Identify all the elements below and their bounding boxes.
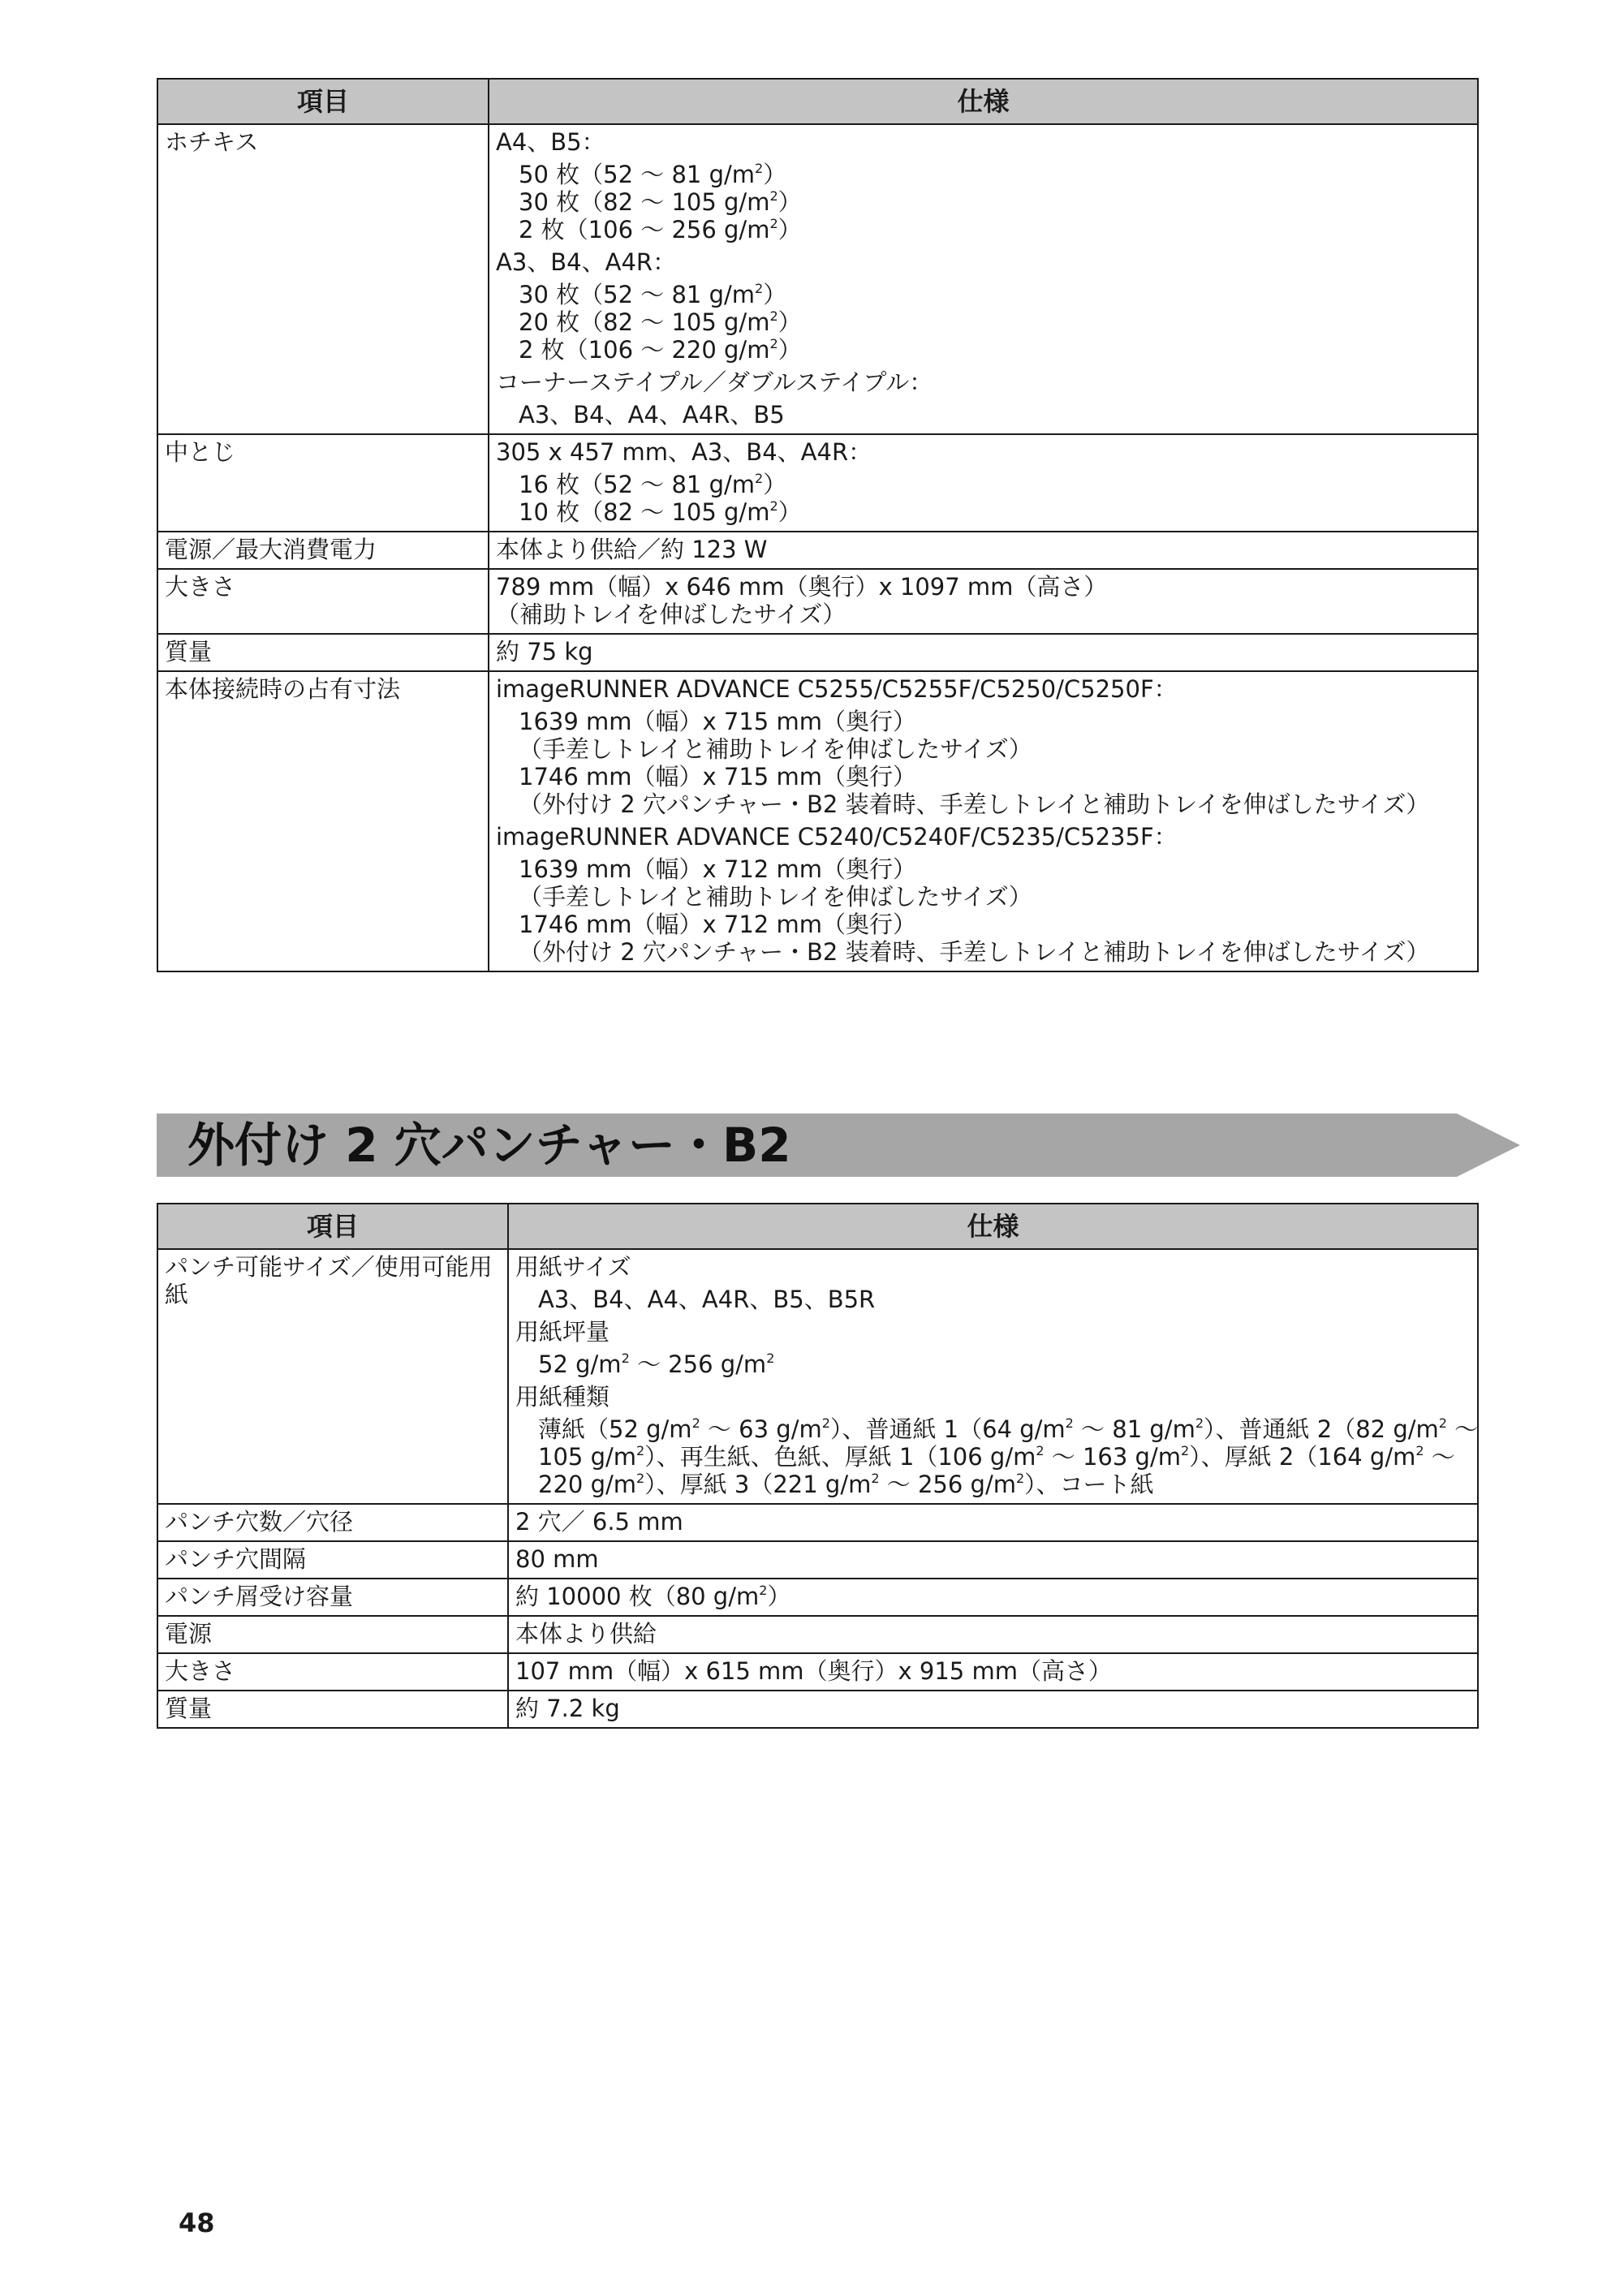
spec-line: 20 枚（82 〜 105 $g/m^2$） <box>519 308 802 336</box>
row-label: パンチ穴間隔 <box>157 1541 508 1579</box>
table-row <box>157 1504 1478 1541</box>
row-value: 本体より供給／約 123 W <box>489 532 1478 569</box>
row-value: 80 mm <box>508 1541 1478 1579</box>
spec-group <box>496 248 1471 364</box>
row-label: 大きさ <box>157 1653 508 1691</box>
spec-group <box>496 368 1471 429</box>
group-label: コーナーステイプル／ダブルステイプル： <box>496 368 933 396</box>
table-header-row <box>157 1204 1478 1249</box>
row-label: 本体接続時の占有寸法 <box>157 671 489 971</box>
spec-line: （補助トレイを伸ばしたサイズ） <box>496 601 846 628</box>
table-row <box>157 1616 1478 1653</box>
spec-line: 1639 mm（幅）x 712 mm（奥行） <box>519 855 916 883</box>
table-row <box>157 1653 1478 1691</box>
table-row <box>157 1249 1478 1504</box>
spec-line: 10 枚（82 〜 105 $g/m^2$） <box>519 498 802 526</box>
group-label: imageRUNNER ADVANCE C5240/C5240F/C5235/C5235F： <box>496 823 1178 851</box>
table-row <box>157 1579 1478 1616</box>
row-value <box>489 434 1478 532</box>
spec-table-puncher <box>157 1203 1479 1729</box>
row-value: 約 10000 枚（80 $g/m^2$） <box>508 1579 1478 1616</box>
group-label: 305 x 457 mm、A3、B4、A4R： <box>496 438 872 466</box>
row-value: 107 mm（幅）x 615 mm（奥行）x 915 mm（高さ） <box>508 1653 1478 1691</box>
spec-line: 220 $g/m^2$）、厚紙 3（221 $g/m^2$ 〜 256 $g/m^2$）、コート紙 <box>538 1471 1154 1498</box>
section-banner <box>157 1114 1520 1177</box>
spec-line: 789 mm（幅）x 646 mm（奥行）x 1097 mm（高さ） <box>496 573 1108 601</box>
spec-group <box>515 1253 1471 1313</box>
spec-table-finisher <box>157 78 1479 972</box>
spec-line: （外付け 2 穴パンチャー・B2 装着時、手差しトレイと補助トレイを伸ばしたサイズ） <box>519 790 1430 818</box>
row-label: 質量 <box>157 634 489 671</box>
table-row <box>157 1691 1478 1728</box>
header-item: 項目 <box>157 79 489 124</box>
spec-group <box>496 675 1471 818</box>
row-label: 質量 <box>157 1691 508 1728</box>
row-label: 電源 <box>157 1616 508 1653</box>
spec-line: （手差しトレイと補助トレイを伸ばしたサイズ） <box>519 735 1032 763</box>
spec-line: 30 枚（82 〜 105 $g/m^2$） <box>519 188 802 216</box>
group-label: A4、B5： <box>496 128 605 156</box>
spec-line: 52 $g/m^2$ 〜 256 $g/m^2$ <box>538 1350 775 1378</box>
row-value: 約 7.2 kg <box>508 1691 1478 1728</box>
row-value <box>489 124 1478 434</box>
group-label: 用紙種類 <box>515 1383 610 1411</box>
spec-group <box>515 1318 1471 1378</box>
spec-line: 2 枚（106 〜 220 $g/m^2$） <box>519 336 802 364</box>
table-row <box>157 569 1478 634</box>
group-label: 用紙坪量 <box>515 1318 610 1346</box>
page-number: 48 <box>179 2208 215 2238</box>
header-item: 項目 <box>157 1204 508 1249</box>
spec-group <box>496 823 1471 966</box>
spec-line: 16 枚（52 〜 81 $g/m^2$） <box>519 471 787 498</box>
spec-line: 30 枚（52 〜 81 $g/m^2$） <box>519 281 787 308</box>
row-value <box>489 671 1478 971</box>
header-spec: 仕様 <box>508 1204 1478 1249</box>
row-label: 中とじ <box>157 434 489 532</box>
spec-line: （手差しトレイと補助トレイを伸ばしたサイズ） <box>519 883 1032 911</box>
table-row <box>157 532 1478 569</box>
spec-line: 1746 mm（幅）x 715 mm（奥行） <box>519 763 916 790</box>
row-value: 2 穴／ 6.5 mm <box>508 1504 1478 1541</box>
spec-line: 薄紙（52 $g/m^2$ 〜 63 $g/m^2$）、普通紙 1（64 $g/m^2$ 〜 81 $g/m^2$）、普通紙 2（82 $g/m^2$ 〜 <box>538 1415 1479 1443</box>
table-row <box>157 634 1478 671</box>
group-label: imageRUNNER ADVANCE C5255/C5255F/C5250/C5250F： <box>496 675 1178 703</box>
spec-group <box>515 1383 1479 1498</box>
row-value <box>508 1249 1478 1504</box>
table-row <box>157 671 1478 971</box>
spec-line: 50 枚（52 〜 81 $g/m^2$） <box>519 161 787 188</box>
group-label: A3、B4、A4R： <box>496 248 677 276</box>
row-value: 約 75 kg <box>489 634 1478 671</box>
row-value <box>489 569 1478 634</box>
table-header-row <box>157 79 1478 124</box>
row-value: 本体より供給 <box>508 1616 1478 1653</box>
row-label: パンチ可能サイズ／使用可能用紙 <box>157 1249 508 1504</box>
spec-line: 1639 mm（幅）x 715 mm（奥行） <box>519 708 916 735</box>
spec-line: （外付け 2 穴パンチャー・B2 装着時、手差しトレイと補助トレイを伸ばしたサイズ） <box>519 938 1430 966</box>
row-label: 大きさ <box>157 569 489 634</box>
spec-line: 105 $g/m^2$）、再生紙、色紙、厚紙 1（106 $g/m^2$ 〜 163 $g/m^2$）、厚紙 2（164 $g/m^2$ 〜 <box>538 1443 1455 1471</box>
spec-group <box>496 438 1471 526</box>
spec-line: 2 枚（106 〜 256 $g/m^2$） <box>519 216 802 243</box>
spec-line: A3、B4、A4、A4R、B5、B5R <box>538 1286 876 1313</box>
spec-line: A3、B4、A4、A4R、B5 <box>519 401 785 429</box>
row-label: 電源／最大消費電力 <box>157 532 489 569</box>
row-label: パンチ穴数／穴径 <box>157 1504 508 1541</box>
row-label: パンチ屑受け容量 <box>157 1579 508 1616</box>
spec-group <box>496 128 1471 243</box>
table-row <box>157 434 1478 532</box>
header-spec: 仕様 <box>489 79 1478 124</box>
row-label: ホチキス <box>157 124 489 434</box>
table-row <box>157 1541 1478 1579</box>
group-label: 用紙サイズ <box>515 1253 631 1281</box>
table-row <box>157 124 1478 434</box>
section-title: 外付け 2 穴パンチャー・B2 <box>187 1118 791 1173</box>
spec-line: 1746 mm（幅）x 712 mm（奥行） <box>519 911 916 938</box>
